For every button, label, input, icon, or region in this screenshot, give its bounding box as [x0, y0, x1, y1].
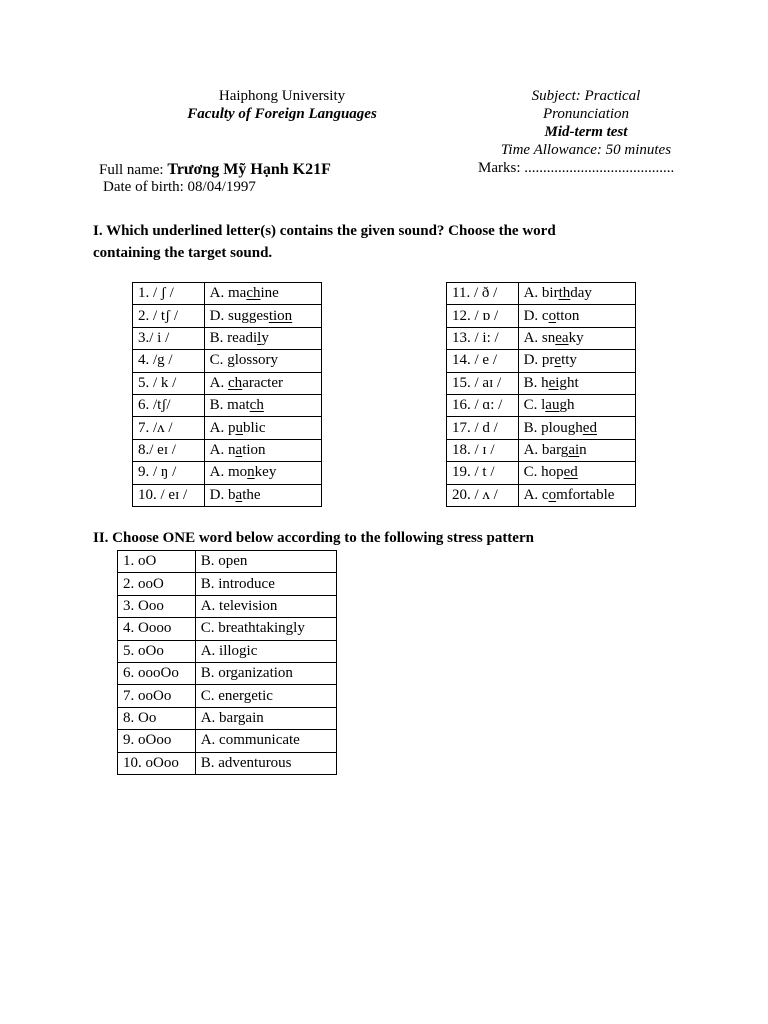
section2-table	[117, 550, 337, 775]
answer-cell: B. readily	[204, 327, 321, 349]
section2-instruction: II. Choose ONE word below according to the following stress pattern	[93, 530, 534, 546]
table-row	[118, 551, 337, 573]
sound-cell: 4. /g /	[133, 350, 205, 372]
underlined-letters: ch	[249, 397, 264, 414]
stress-pattern-cell: 7. ooOo	[118, 685, 196, 707]
answer-cell: B. match	[204, 394, 321, 416]
table-row	[447, 417, 636, 439]
table-row	[133, 372, 322, 394]
answer-cell: D. suggestion	[204, 305, 321, 327]
table-row	[133, 394, 322, 416]
answer-cell: B. open	[195, 551, 336, 573]
table-row	[447, 305, 636, 327]
table-row	[118, 573, 337, 595]
answer-cell: A. sneaky	[518, 327, 635, 349]
sound-cell: 20. / ʌ /	[447, 484, 519, 506]
underlined-letters: ai	[568, 441, 580, 458]
faculty-name: Faculty of Foreign Languages	[187, 106, 377, 122]
table-row	[447, 439, 636, 461]
answer-cell: A. machine	[204, 283, 321, 305]
full-name-row	[99, 161, 331, 179]
underlined-letters: e	[554, 352, 562, 369]
marks-field: Marks: ........................................	[478, 160, 675, 176]
underlined-letters: ea	[555, 329, 569, 346]
underlined-letters: ed	[563, 464, 578, 481]
sound-cell: 11. / ð /	[447, 283, 519, 305]
answer-cell: C. breathtakingly	[195, 618, 336, 640]
table-row	[118, 618, 337, 640]
answer-cell: B. height	[518, 372, 635, 394]
underlined-letters: tion	[268, 307, 293, 324]
table-row	[447, 484, 636, 506]
section1-instruction-line1: I. Which underlined letter(s) contains the given sound? Choose the word	[93, 223, 556, 239]
table-row	[118, 707, 337, 729]
sound-cell: 19. / t /	[447, 462, 519, 484]
sound-cell: 16. / ɑ: /	[447, 394, 519, 416]
answer-cell: D. bathe	[204, 484, 321, 506]
underlined-letters: o	[548, 486, 557, 503]
answer-cell: A. bargain	[518, 439, 635, 461]
answer-cell: A. public	[204, 417, 321, 439]
underlined-letters: ch	[246, 285, 261, 302]
underlined-letters: eig	[548, 374, 567, 391]
table-row	[133, 439, 322, 461]
answer-cell: C. energetic	[195, 685, 336, 707]
underlined-letters: a	[235, 441, 243, 458]
answer-cell: B. adventurous	[195, 752, 336, 774]
sound-cell: 8./ eɪ /	[133, 439, 205, 461]
date-of-birth: Date of birth: 08/04/1997	[103, 179, 256, 195]
stress-pattern-cell: 6. oooOo	[118, 662, 196, 684]
test-type: Mid-term test	[544, 124, 628, 140]
underlined-letters: g	[227, 352, 235, 369]
sound-cell: 13. / i: /	[447, 327, 519, 349]
table-row	[447, 372, 636, 394]
answer-cell: A. nation	[204, 439, 321, 461]
table-row	[133, 283, 322, 305]
underlined-letters: o	[548, 307, 557, 324]
table-row	[118, 595, 337, 617]
answer-cell: A. bargain	[195, 707, 336, 729]
answer-cell: D. pretty	[518, 350, 635, 372]
underlined-letters: l	[257, 329, 262, 346]
table-row	[133, 350, 322, 372]
sound-cell: 9. / ŋ /	[133, 462, 205, 484]
table-row	[118, 752, 337, 774]
section1-instruction-line2: containing the target sound.	[93, 245, 273, 261]
answer-cell: A. comfortable	[518, 484, 635, 506]
underlined-letters: u	[235, 419, 244, 436]
table-row	[118, 730, 337, 752]
answer-cell: B. organization	[195, 662, 336, 684]
underlined-letters: a	[235, 486, 243, 503]
sound-cell: 6. /tʃ/	[133, 394, 205, 416]
answer-cell: B. introduce	[195, 573, 336, 595]
stress-pattern-cell: 4. Oooo	[118, 618, 196, 640]
answer-cell: A. monkey	[204, 462, 321, 484]
full-name-value: Trương Mỹ Hạnh K21F	[167, 161, 331, 178]
sound-cell: 17. / d /	[447, 417, 519, 439]
table-row	[133, 462, 322, 484]
underlined-letters: ed	[582, 419, 597, 436]
table-row	[447, 394, 636, 416]
table-row	[118, 685, 337, 707]
sound-cell: 5. / k /	[133, 372, 205, 394]
sound-cell: 7. /ʌ /	[133, 417, 205, 439]
full-name-label: Full name:	[99, 162, 164, 178]
answer-cell: A. birthday	[518, 283, 635, 305]
answer-cell: D. cotton	[518, 305, 635, 327]
table-row	[447, 462, 636, 484]
sound-cell: 10. / eɪ /	[133, 484, 205, 506]
answer-cell: C. glossory	[204, 350, 321, 372]
sound-cell: 1. / ʃ /	[133, 283, 205, 305]
stress-pattern-cell: 5. oOo	[118, 640, 196, 662]
answer-cell: C. hoped	[518, 462, 635, 484]
stress-pattern-cell: 2. ooO	[118, 573, 196, 595]
sound-cell: 18. / ɪ /	[447, 439, 519, 461]
table-row	[133, 305, 322, 327]
answer-cell: A. television	[195, 595, 336, 617]
section1-right-table	[446, 282, 636, 507]
sound-cell: 12. / ɒ /	[447, 305, 519, 327]
table-row	[447, 350, 636, 372]
table-row	[133, 417, 322, 439]
table-row	[447, 327, 636, 349]
sound-cell: 14. / e /	[447, 350, 519, 372]
answer-cell: C. laugh	[518, 394, 635, 416]
stress-pattern-cell: 1. oO	[118, 551, 196, 573]
underlined-letters: ch	[228, 374, 243, 391]
sound-cell: 3./ i /	[133, 327, 205, 349]
underlined-letters: au	[545, 397, 560, 414]
stress-pattern-cell: 3. Ooo	[118, 595, 196, 617]
answer-cell: A. character	[204, 372, 321, 394]
section1-left-table	[132, 282, 322, 507]
subject-label: Subject: Practical	[531, 88, 641, 104]
table-row	[118, 662, 337, 684]
answer-cell: B. ploughed	[518, 417, 635, 439]
table-row	[133, 484, 322, 506]
time-allowance: Time Allowance: 50 minutes	[500, 142, 672, 158]
stress-pattern-cell: 10. oOoo	[118, 752, 196, 774]
university-name: Haiphong University	[218, 88, 346, 104]
table-row	[118, 640, 337, 662]
sound-cell: 2. / tʃ /	[133, 305, 205, 327]
answer-cell: A. illogic	[195, 640, 336, 662]
underlined-letters: n	[247, 464, 255, 481]
answer-cell: A. communicate	[195, 730, 336, 752]
stress-pattern-cell: 8. Oo	[118, 707, 196, 729]
underlined-letters: th	[558, 285, 571, 302]
subject-line2: Pronunciation	[542, 106, 630, 122]
table-row	[133, 327, 322, 349]
stress-pattern-cell: 9. oOoo	[118, 730, 196, 752]
sound-cell: 15. / aɪ /	[447, 372, 519, 394]
table-row	[447, 283, 636, 305]
